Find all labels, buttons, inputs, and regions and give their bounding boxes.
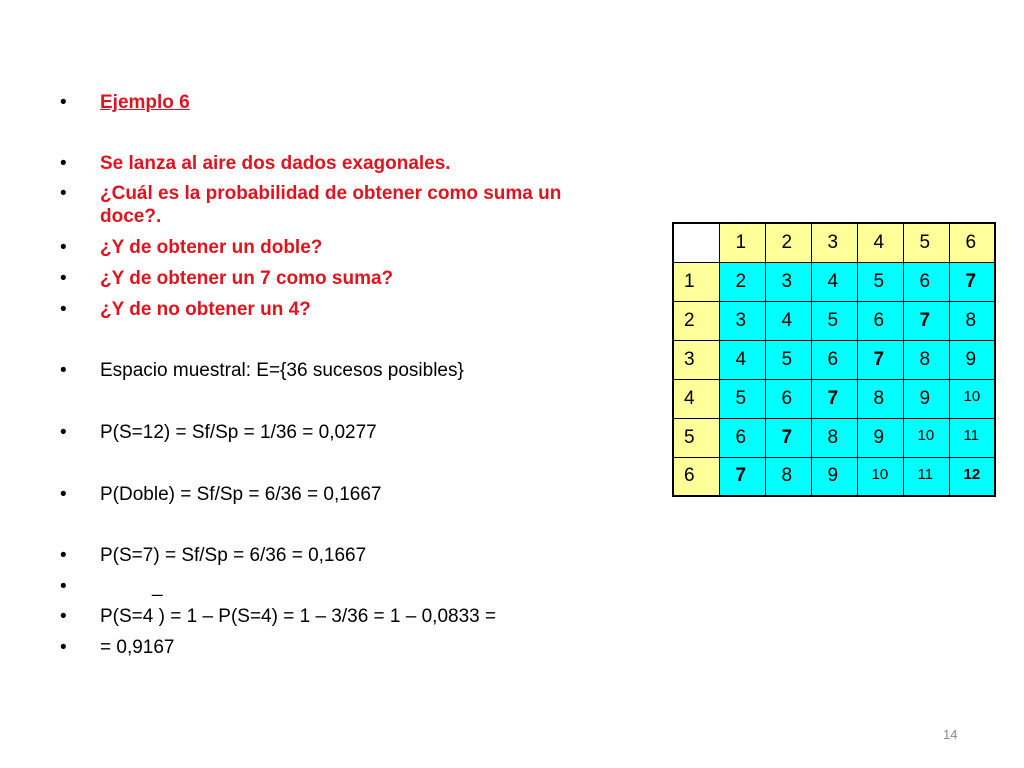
table-cell: 6	[811, 340, 857, 379]
table-cell: 7	[811, 379, 857, 418]
table-row-label: 5	[673, 418, 719, 457]
table-cell: 4	[765, 301, 811, 340]
table-header-cell: 1	[719, 223, 765, 262]
bullet-marker: •	[60, 484, 67, 505]
dice-sum-table	[672, 222, 996, 497]
table-row-label: 3	[673, 340, 719, 379]
table-row	[673, 340, 995, 379]
table-cell: 7	[857, 340, 903, 379]
probability-item: P(Doble) = Sf/Sp = 6/36 = 0,1667	[100, 484, 382, 505]
bullet-marker: •	[60, 422, 67, 443]
bullet-marker: •	[60, 637, 67, 658]
table-cell: 5	[857, 262, 903, 301]
table-cell: 8	[765, 457, 811, 496]
table-cell: 12	[949, 457, 995, 496]
table-cell: 4	[811, 262, 857, 301]
table-cell: 5	[719, 379, 765, 418]
sample-space-item: Espacio muestral: E={36 sucesos posibles}	[100, 360, 464, 381]
table-cell: 4	[719, 340, 765, 379]
probability-item: P(S=12) = Sf/Sp = 1/36 = 0,0277	[100, 422, 377, 443]
table-cell: 11	[903, 457, 949, 496]
table-header-cell: 5	[903, 223, 949, 262]
bullet-marker: •	[60, 545, 67, 566]
question-item-line2: doce?.	[100, 206, 162, 227]
probability-item: P(S=7) = Sf/Sp = 6/36 = 0,1667	[100, 545, 367, 566]
question-item: ¿Y de no obtener un 4?	[100, 299, 311, 320]
table-cell: 5	[811, 301, 857, 340]
table-cell: 9	[903, 379, 949, 418]
bullet-marker: •	[60, 237, 67, 258]
table-cell: 9	[857, 418, 903, 457]
bullet-marker: •	[60, 606, 67, 627]
bullet-marker: •	[60, 153, 67, 174]
table-cell: 6	[765, 379, 811, 418]
table-cell: 10	[857, 457, 903, 496]
table-cell: 5	[765, 340, 811, 379]
probability-result: = 0,9167	[100, 637, 175, 658]
table-header-cell: 4	[857, 223, 903, 262]
table-cell: 10	[949, 379, 995, 418]
table-cell: 7	[765, 418, 811, 457]
table-cell: 8	[903, 340, 949, 379]
table-cell: 9	[811, 457, 857, 496]
table-cell: 7	[949, 262, 995, 301]
question-item: ¿Y de obtener un doble?	[100, 237, 323, 258]
table-cell: 6	[719, 418, 765, 457]
example-title: Ejemplo 6	[100, 92, 190, 113]
bullet-marker: •	[60, 299, 67, 320]
table-cell: 8	[857, 379, 903, 418]
table-cell: 8	[811, 418, 857, 457]
table-cell: 6	[857, 301, 903, 340]
table-row-label: 6	[673, 457, 719, 496]
table-header-cell: 3	[811, 223, 857, 262]
question-item: ¿Y de obtener un 7 como suma?	[100, 268, 394, 289]
table-header-cell: 6	[949, 223, 995, 262]
table-cell: 9	[949, 340, 995, 379]
table-cell: 11	[949, 418, 995, 457]
table-cell: 3	[765, 262, 811, 301]
table-cell: 8	[949, 301, 995, 340]
probability-item: P(S=4 ) = 1 – P(S=4) = 1 – 3/36 = 1 – 0,0833 =	[100, 606, 497, 627]
bullet-marker: •	[60, 360, 67, 381]
table-row-label: 1	[673, 262, 719, 301]
complement-bar: _	[152, 576, 163, 597]
table-row-label: 2	[673, 301, 719, 340]
table-row	[673, 379, 995, 418]
bullet-marker: •	[60, 92, 67, 113]
bullet-marker: •	[60, 576, 67, 597]
table-header-row	[673, 223, 995, 262]
table-corner-cell	[673, 223, 719, 262]
question-item: Se lanza al aire dos dados exagonales.	[100, 153, 451, 174]
table-cell: 3	[719, 301, 765, 340]
table-cell: 2	[719, 262, 765, 301]
table-row-label: 4	[673, 379, 719, 418]
question-item-line1: ¿Cuál es la probabilidad de obtener como suma un	[100, 183, 562, 204]
table-row	[673, 457, 995, 496]
table-row	[673, 262, 995, 301]
table-row	[673, 301, 995, 340]
table-cell: 7	[903, 301, 949, 340]
table-row	[673, 418, 995, 457]
table-cell: 6	[903, 262, 949, 301]
table-cell: 10	[903, 418, 949, 457]
table-cell: 7	[719, 457, 765, 496]
table-header-cell: 2	[765, 223, 811, 262]
bullet-marker: •	[60, 268, 67, 289]
page-number: 14	[943, 727, 958, 742]
bullet-marker: •	[60, 183, 67, 204]
